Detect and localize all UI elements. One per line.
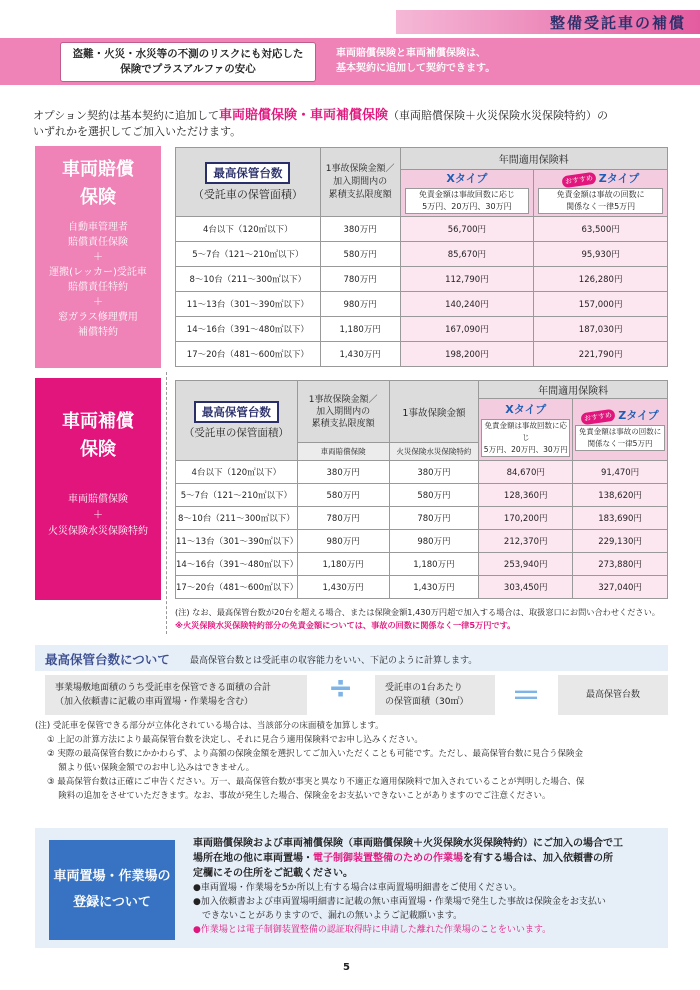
t1-x-desc1: 免責金額は事故回数に応じ — [418, 190, 515, 199]
side-label-vehicle-liability — [35, 146, 161, 368]
t1-cell: 126,280円 — [534, 267, 668, 292]
t1-cell: 56,700円 — [400, 217, 534, 242]
banner-right-line1: 車両賠償保険と車両補償保険は、 — [336, 48, 486, 59]
t2-x-desc2: 5万円、20万円、30万円 — [483, 444, 568, 454]
t1-cell: 5〜7台（121〜210㎡以下） — [176, 242, 321, 267]
t2-z-desc1: 免責金額は事故の回数に — [578, 426, 662, 436]
t2-cell: 1,430万円 — [389, 576, 479, 599]
t2-recommend-badge: おすすめ — [581, 408, 616, 425]
list-item: できないことがありますので、漏れの無いようご記載願います。 — [193, 911, 463, 921]
list-item: ●車両置場・作業場を5か所以上有する場合は車両置場明細書をご使用ください。 — [193, 883, 522, 893]
calc-per-car-line2: の保管面積（30㎡） — [385, 697, 469, 707]
intro-line2: いずれかを選択してご加入いただけます。 — [33, 125, 242, 138]
table-row — [176, 576, 668, 599]
banner-box-line1: 盗難・火災・水災等の不測のリスクにも対応した — [72, 48, 304, 60]
t2-cell: 380万円 — [297, 461, 389, 484]
t2-cell: 980万円 — [297, 530, 389, 553]
table-row — [176, 507, 668, 530]
t1-limit-line2: 加入期間内の — [333, 176, 388, 187]
list-item: ① 上記の計算方法により最高保管台数を決定し、それに見合う適用保険料でお申し込みください。 — [47, 735, 423, 745]
t2-header-z — [573, 399, 668, 461]
capacity-notes — [35, 719, 675, 803]
t1-header-limit — [320, 148, 400, 217]
t2-cell: 84,670円 — [479, 461, 573, 484]
section-title: 最高保管台数について — [45, 652, 170, 667]
t1-cell: 4台以下（120㎡以下） — [176, 217, 321, 242]
registration-bold2a: 場所在地の他に車両置場・ — [193, 853, 313, 864]
table-row — [176, 217, 668, 242]
sideB-item: 車両賠償保険 — [68, 494, 128, 505]
sideA-item: 運搬(レッカー)受託車 — [49, 267, 147, 278]
calc-per-car-box — [375, 675, 495, 715]
intro-highlight: 車両賠償保険・車両補償保険 — [219, 108, 389, 123]
t1-cell: 11〜13台（301〜390㎡以下） — [176, 292, 321, 317]
t1-cell: 63,500円 — [534, 217, 668, 242]
t2-cell: 229,130円 — [573, 530, 668, 553]
t1-max-sub: （受託車の保管面積） — [192, 188, 303, 201]
t2-cell: 5〜7台（121〜210㎡以下） — [176, 484, 298, 507]
t1-x-desc2: 5万円、20万円、30万円 — [422, 202, 512, 211]
registration-section — [35, 828, 668, 948]
table-notes — [175, 606, 695, 632]
t2-cell: 1,430万円 — [297, 576, 389, 599]
page-title: 整備受託車の補償 — [549, 14, 686, 32]
registration-bold3: 定欄にその住所をご記載ください。 — [193, 868, 353, 879]
t1-cell: 780万円 — [320, 267, 400, 292]
sideB-item: 火災保険水災保険特約 — [48, 526, 148, 537]
table-row — [176, 530, 668, 553]
table-vehicle-liability — [175, 147, 668, 367]
t1-cell: 580万円 — [320, 242, 400, 267]
t2-cell: 580万円 — [297, 484, 389, 507]
registration-label-line2: 登録について — [73, 895, 151, 910]
page-number: 5 — [343, 962, 350, 973]
sideA-title2: 保険 — [80, 187, 116, 208]
t1-cell: 14〜16台（391〜480㎡以下） — [176, 317, 321, 342]
t1-z-desc1: 免責金額は事故の回数に — [556, 190, 645, 199]
t1-cell: 85,670円 — [400, 242, 534, 267]
table-row — [176, 484, 668, 507]
list-item: 額より低い保険金額でのお申し込みはできません。 — [47, 763, 255, 773]
t1-cell: 380万円 — [320, 217, 400, 242]
t1-max-title: 最高保管台数 — [205, 162, 290, 184]
calc-area-line2: （加入依頼書に記載の車両置場・作業場を含む） — [55, 697, 254, 707]
t1-cell: 187,030円 — [534, 317, 668, 342]
calc-per-car-line1: 受託車の1台あたり — [385, 683, 463, 693]
list-item: ② 実際の最高保管台数にかかわらず、より高額の保険金額を選択してご加入いただくことも可能です。ただし、最高保管台数に見合う保険金 — [47, 749, 583, 759]
t2-cell: 303,450円 — [479, 576, 573, 599]
t1-header-x — [400, 170, 534, 217]
side-label-vehicle-compensation — [35, 378, 161, 600]
calc-area-line1: 事業場敷地面積のうち受託車を保管できる面積の合計 — [55, 683, 272, 693]
t1-recommend-badge: おすすめ — [561, 172, 596, 189]
max-capacity-section — [35, 645, 668, 815]
t2-header-limit — [297, 381, 389, 443]
note-line2: ※火災保険水災保険特約部分の免責金額については、事故の回数に関係なく一律5万円です。 — [175, 620, 516, 630]
t1-z-type: Zタイプ — [598, 172, 640, 185]
registration-bold1: 車両賠償保険および車両補償保険（車両賠償保険＋火災保険水災保険特約）にご加入の場合で工 — [193, 838, 623, 849]
t2-cell: 327,040円 — [573, 576, 668, 599]
table-row — [176, 292, 668, 317]
t1-cell: 980万円 — [320, 292, 400, 317]
intro-part2: （車両賠償保険＋火災保険水災保険特約）の — [388, 109, 609, 122]
section-subtitle: 最高保管台数とは受託車の収容能力をいい、下記のように計算します。 — [190, 656, 478, 666]
t1-limit-line3: 累積支払限度額 — [328, 189, 392, 200]
sideA-item: ＋ — [93, 252, 103, 263]
t2-cell: 170,200円 — [479, 507, 573, 530]
t1-cell: 1,430万円 — [320, 342, 400, 367]
t1-x-type: Xタイプ — [446, 172, 488, 185]
registration-bold2c: を有する場合は、加入依頼書の所 — [463, 853, 613, 864]
banner-right-line2: 基本契約に追加して契約できます。 — [336, 63, 496, 74]
t2-cell: 183,690円 — [573, 507, 668, 530]
sideA-item: 自動車管理者 — [68, 222, 128, 233]
sideB-item: ＋ — [93, 510, 103, 521]
t1-cell: 221,790円 — [534, 342, 668, 367]
t2-cell: 8〜10台（211〜300㎡以下） — [176, 507, 298, 530]
t2-sub-header-fire: 火災保険水災保険特約 — [389, 443, 479, 461]
t2-cell: 128,360円 — [479, 484, 573, 507]
table-vehicle-compensation — [175, 380, 668, 599]
banner-box — [60, 42, 316, 82]
t1-cell: 198,200円 — [400, 342, 534, 367]
t2-cell: 1,180万円 — [389, 553, 479, 576]
t2-cell: 11〜13台（301〜390㎡以下） — [176, 530, 298, 553]
t2-cell: 1,180万円 — [297, 553, 389, 576]
t1-header-premium: 年間適用保険料 — [400, 148, 667, 170]
t2-sub-header-liability: 車両賠償保険 — [297, 443, 389, 461]
sideA-item: 窓ガラス修理費用 — [58, 312, 138, 323]
connector-line — [166, 372, 167, 634]
sideA-title1: 車両賠償 — [62, 159, 134, 180]
t1-cell: 167,090円 — [400, 317, 534, 342]
header-bar — [396, 10, 700, 34]
sideB-title2: 保険 — [80, 439, 116, 460]
t2-cell: 253,940円 — [479, 553, 573, 576]
t1-limit-line1: 1事故保険金額／ — [325, 163, 395, 174]
t2-limit-line1: 1事故保険金額／ — [308, 394, 378, 405]
t2-limit-line3: 累積支払限度額 — [311, 418, 375, 429]
t2-header-limit-single: 1事故保険金額 — [389, 381, 479, 443]
t2-header-max — [176, 381, 298, 461]
t2-cell: 91,470円 — [573, 461, 668, 484]
t1-cell: 17〜20台（481〜600㎡以下） — [176, 342, 321, 367]
divide-icon: ÷ — [328, 671, 354, 706]
t2-max-title: 最高保管台数 — [194, 401, 279, 423]
list-item: ●作業場とは電子制御装置整備の認証取得時に申請した離れた作業場のことをいいます。 — [193, 925, 552, 935]
t2-x-type: Xタイプ — [505, 402, 547, 416]
list-item: ③ 最高保管台数は正確にご申告ください。万一、最高保管台数が事実と異なり不適正な適用保険料で加入されていることが判明した場合、保 — [47, 777, 585, 787]
t1-header-max — [176, 148, 321, 217]
t1-z-desc2: 関係なく一律5万円 — [566, 202, 636, 211]
t2-cell: 4台以下（120㎡以下） — [176, 461, 298, 484]
t2-cell: 380万円 — [389, 461, 479, 484]
list-item: ●加入依頼書および車両置場明細書に記載の無い車両置場・作業場で発生した事故は保険金をお支払い — [193, 897, 606, 907]
t2-cell: 780万円 — [389, 507, 479, 530]
t1-cell: 8〜10台（211〜300㎡以下） — [176, 267, 321, 292]
t2-cell: 780万円 — [297, 507, 389, 530]
intro-text — [33, 108, 673, 140]
t1-header-z — [534, 170, 668, 217]
sideA-item: 賠償責任保険 — [68, 237, 128, 248]
registration-bold2b: 電子制御装置整備のための作業場 — [313, 853, 463, 864]
calc-result-box: 最高保管台数 — [558, 675, 668, 715]
registration-label — [49, 840, 175, 940]
t2-z-desc2: 関係なく一律5万円 — [587, 438, 653, 448]
calc-area-box — [45, 675, 307, 715]
sideA-item: ＋ — [93, 297, 103, 308]
t2-header-premium: 年間適用保険料 — [479, 381, 668, 399]
t1-cell: 1,180万円 — [320, 317, 400, 342]
t2-z-type: Zタイプ — [618, 408, 659, 422]
t2-cell: 138,620円 — [573, 484, 668, 507]
t2-max-sub: （受託車の保管面積） — [183, 427, 289, 439]
table-row — [176, 342, 668, 367]
table-row — [176, 461, 668, 484]
t2-cell: 17〜20台（481〜600㎡以下） — [176, 576, 298, 599]
t1-cell: 112,790円 — [400, 267, 534, 292]
table-row — [176, 267, 668, 292]
t2-limit-line2: 加入期間内の — [316, 406, 371, 417]
t2-cell: 980万円 — [389, 530, 479, 553]
t2-cell: 580万円 — [389, 484, 479, 507]
table-row — [176, 317, 668, 342]
t1-cell: 95,930円 — [534, 242, 668, 267]
banner-right-text — [336, 46, 495, 76]
equals-icon: ＝ — [511, 679, 541, 714]
banner-box-line2: 保険でプラスアルファの安心 — [120, 63, 256, 75]
sideB-title1: 車両補償 — [62, 411, 134, 432]
list-item: 険料の追加をさせていただきます。なお、事故が発生した場合、保険金をお支払いできないことがありますのでご注意ください。 — [47, 791, 551, 801]
capacity-note: (注) 受託車を保管できる部分が立体化されている場合は、当該部分の床面積を加算します。 — [35, 721, 384, 731]
intro-part1: オプション契約は基本契約に追加して — [33, 109, 220, 122]
sideA-item: 賠償責任特約 — [68, 282, 128, 293]
registration-label-line1: 車両置場・作業場の — [53, 869, 171, 884]
sideA-item: 補償特約 — [78, 327, 118, 338]
t2-cell: 14〜16台（391〜480㎡以下） — [176, 553, 298, 576]
t2-cell: 212,370円 — [479, 530, 573, 553]
t2-cell: 273,880円 — [573, 553, 668, 576]
note-line1: (注) なお、最高保管台数が20台を超える場合、または保険金額1,430万円超で加入する場合は、取扱窓口にお問い合わせください。 — [175, 607, 660, 617]
registration-text — [193, 836, 663, 937]
t2-header-x — [479, 399, 573, 461]
t1-cell: 140,240円 — [400, 292, 534, 317]
t1-cell: 157,000円 — [534, 292, 668, 317]
table-row — [176, 553, 668, 576]
table-row — [176, 242, 668, 267]
t2-x-desc1: 免責金額は事故回数に応じ — [484, 420, 567, 442]
